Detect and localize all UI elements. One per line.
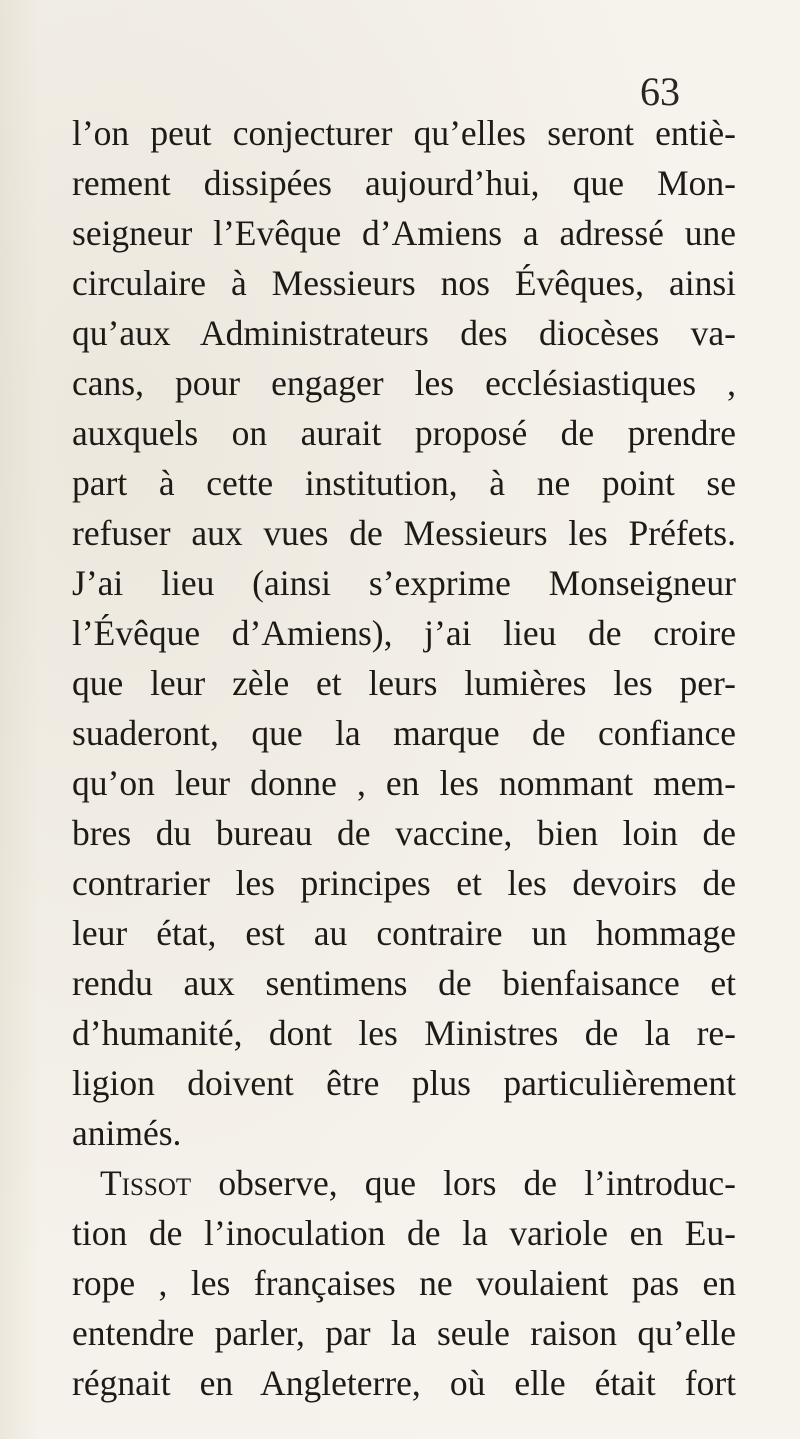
text-line: entendre parler, par la seule raison qu’elle — [72, 1313, 736, 1353]
text-line: contrarier les principes et les devoirs de — [72, 863, 736, 903]
text-line: qu’aux Administrateurs des diocèses va- — [72, 313, 736, 353]
text-line: rendu aux sentimens de bienfaisance et — [72, 963, 736, 1003]
text-line: d’humanité, dont les Ministres de la re- — [72, 1013, 736, 1053]
body-text — [72, 108, 736, 1408]
text-line: part à cette institution, à ne point se — [72, 463, 736, 503]
text-line: observe, que lors de l’introduc- — [218, 1163, 736, 1203]
text-line: refuser aux vues de Messieurs les Préfets. — [72, 513, 736, 553]
text-line: régnait en Angleterre, où elle était fort — [72, 1363, 736, 1403]
text-line: leur état, est au contraire un hommage — [72, 913, 736, 953]
text-line: J’ai lieu (ainsi s’exprime Monseigneur — [72, 563, 736, 603]
author-name: Tissot — [100, 1163, 192, 1203]
text-line: qu’on leur donne , en les nommant mem- — [72, 763, 736, 803]
text-line: ligion doivent être plus particulièrement — [72, 1063, 736, 1103]
text-line: bres du bureau de vaccine, bien loin de — [72, 813, 736, 853]
text-line: l’Évêque d’Amiens), j’ai lieu de croire — [72, 613, 736, 653]
text-line: animés. — [72, 1113, 182, 1153]
text-line: auxquels on aurait proposé de prendre — [72, 413, 736, 453]
text-line: suaderont, que la marque de confiance — [72, 713, 736, 753]
text-line: tion de l’inoculation de la variole en Eu- — [72, 1213, 736, 1253]
text-line: seigneur l’Evêque d’Amiens a adressé une — [72, 213, 736, 253]
text-line-with-author — [72, 1158, 736, 1208]
text-line: l’on peut conjecturer qu’elles seront entiè- — [72, 113, 736, 153]
text-line: que leur zèle et leurs lumières les per- — [72, 663, 736, 703]
text-line: cans, pour engager les ecclésiastiques , — [72, 363, 736, 403]
page-number: 63 — [640, 69, 680, 114]
text-line: rement dissipées aujourd’hui, que Mon- — [72, 163, 736, 203]
text-line: circulaire à Messieurs nos Évêques, ainsi — [72, 263, 736, 303]
text-line: rope , les françaises ne voulaient pas en — [72, 1263, 736, 1303]
